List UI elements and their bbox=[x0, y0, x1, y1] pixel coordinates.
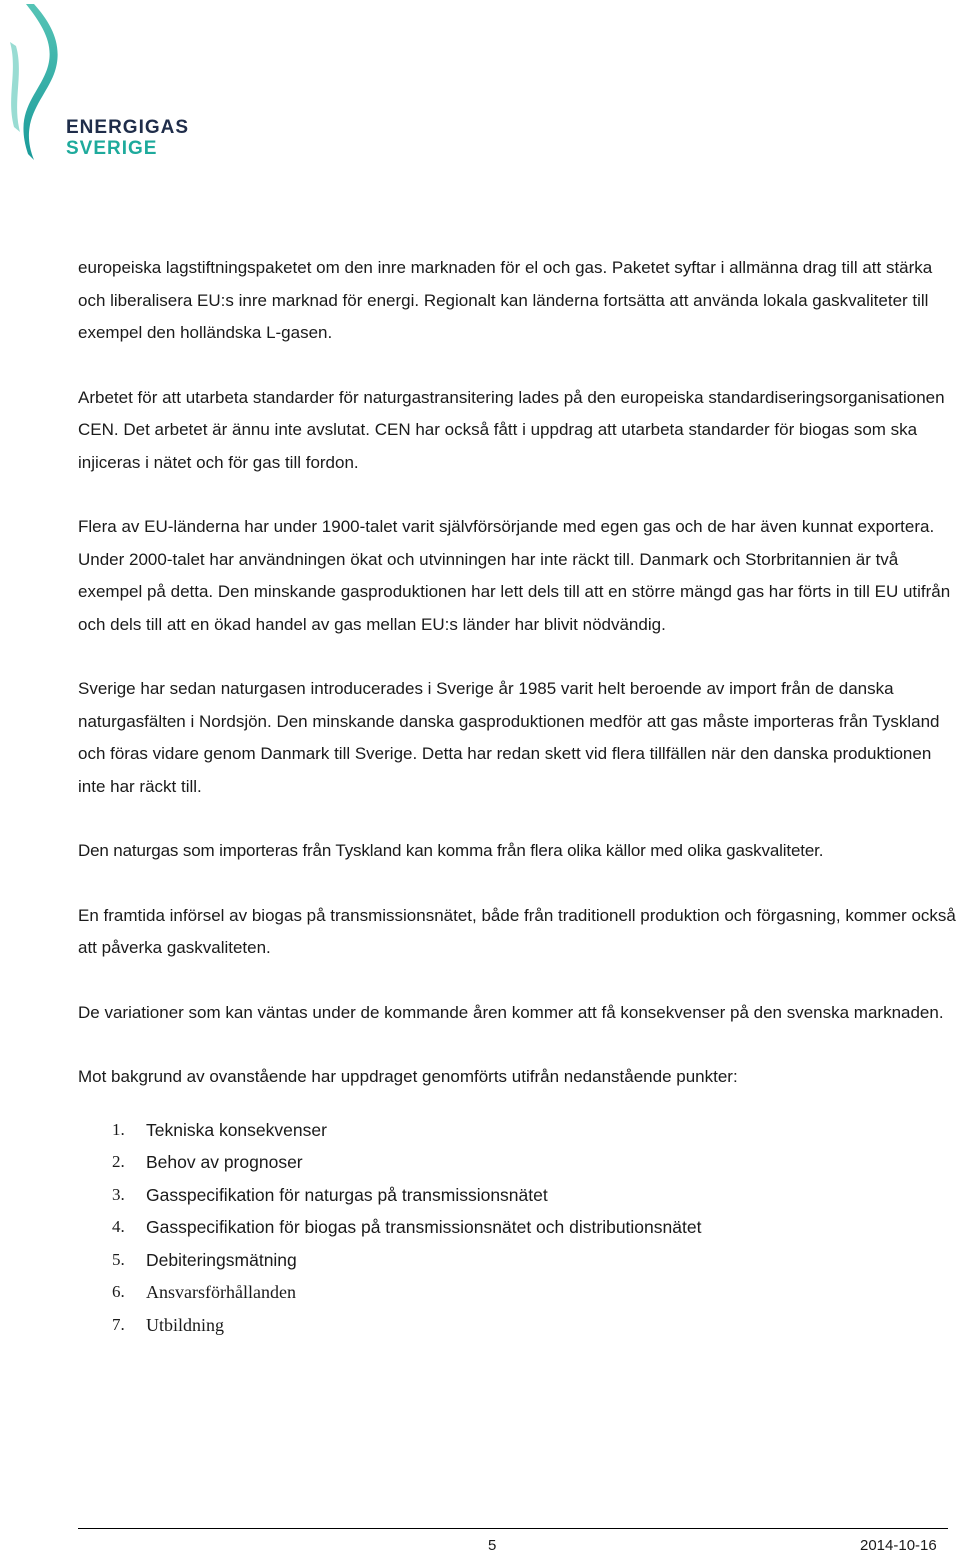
paragraph: De variationer som kan väntas under de kommande åren kommer att få konsekvenser på den svenska marknaden. bbox=[78, 1002, 944, 1022]
list-item bbox=[78, 1276, 958, 1309]
list-item bbox=[78, 1309, 958, 1342]
logo-text-sverige: SVERIGE bbox=[66, 138, 158, 159]
list-item-text: Debiteringsmätning bbox=[146, 1249, 297, 1270]
list-item-text: Utbildning bbox=[146, 1314, 225, 1335]
list-item bbox=[78, 1146, 958, 1179]
list-item-text: Ansvarsförhållanden bbox=[146, 1282, 296, 1302]
list-item-text: Behov av prognoser bbox=[146, 1152, 303, 1172]
list-item-text: Gasspecifikation för biogas på transmissionsnätet och distributionsnätet bbox=[146, 1217, 702, 1237]
energigas-logo bbox=[0, 0, 200, 170]
list-item bbox=[78, 1179, 958, 1212]
list-number: 6. bbox=[112, 1282, 125, 1301]
list-number: 1. bbox=[112, 1119, 125, 1139]
numbered-list bbox=[78, 1114, 958, 1342]
paragraph: europeiska lagstiftningspaketet om den inre marknaden för el och gas. Paketet syftar i allmänna drag till att stärka och liberalisera EU:s inre marknad för energi. Regionalt kan länderna fortsätta att använda lokala gaskvaliteter till exempel den holländska L-gasen. bbox=[78, 258, 933, 342]
list-item-text: Gasspecifikation för naturgas på transmissionsnätet bbox=[146, 1184, 548, 1205]
logo-text-energigas: ENERGIGAS bbox=[66, 117, 190, 138]
list-number: 5. bbox=[112, 1249, 125, 1269]
list-number: 4. bbox=[112, 1217, 125, 1236]
footer-date: 2014-10-16 bbox=[860, 1537, 937, 1554]
list-number: 7. bbox=[112, 1314, 125, 1334]
paragraph: Arbetet för att utarbeta standarder för naturgastransitering lades på den europeiska standardiseringsorganisationen CEN. Det arbetet är ännu inte avslutat. CEN har också fått i uppdrag att utarbeta standarder för biogas som ska injiceras i nätet och för gas till fordon. bbox=[78, 387, 945, 472]
list-item bbox=[78, 1114, 958, 1147]
paragraph: Den naturgas som importeras från Tyskland kan komma från flera olika källor med olika gaskvaliteter. bbox=[78, 841, 824, 860]
footer-divider bbox=[78, 1528, 948, 1529]
list-item bbox=[78, 1244, 958, 1277]
paragraph: En framtida införsel av biogas på transmissionsnätet, både från traditionell produktion och förgasning, kommer också att påverka gaskvaliteten. bbox=[78, 905, 956, 957]
document-body bbox=[78, 252, 958, 1341]
list-number: 2. bbox=[112, 1152, 125, 1171]
page-number: 5 bbox=[488, 1537, 497, 1554]
list-number: 3. bbox=[112, 1184, 125, 1204]
paragraph: Mot bakgrund av ovanstående har uppdraget genomförts utifrån nedanstående punkter: bbox=[78, 1067, 738, 1086]
paragraph: Flera av EU-länderna har under 1900-talet varit självförsörjande med egen gas och de har även kunnat exportera. Under 2000-talet har användningen ökat och utvinningen har inte räckt till. Danmark och Storbritannien är två exempel på detta. Den minskande gasproduktionen har lett dels till att en större mängd gas har förts in till EU utifrån och dels till att en ökad handel av gas mellan EU:s länder har blivit nödvändig. bbox=[78, 517, 951, 634]
paragraph: Sverige har sedan naturgasen introducerades i Sverige år 1985 varit helt beroende av import från de danska naturgasfälten i Nordsjön. Den minskande danska gasproduktionen medför att gas måste importeras från Tyskland och föras vidare genom Danmark till Sverige. Detta har redan skett vid flera tillfällen när den danska produktionen inte har räckt till. bbox=[78, 679, 940, 796]
list-item bbox=[78, 1211, 958, 1244]
list-item-text: Tekniska konsekvenser bbox=[146, 1119, 327, 1140]
